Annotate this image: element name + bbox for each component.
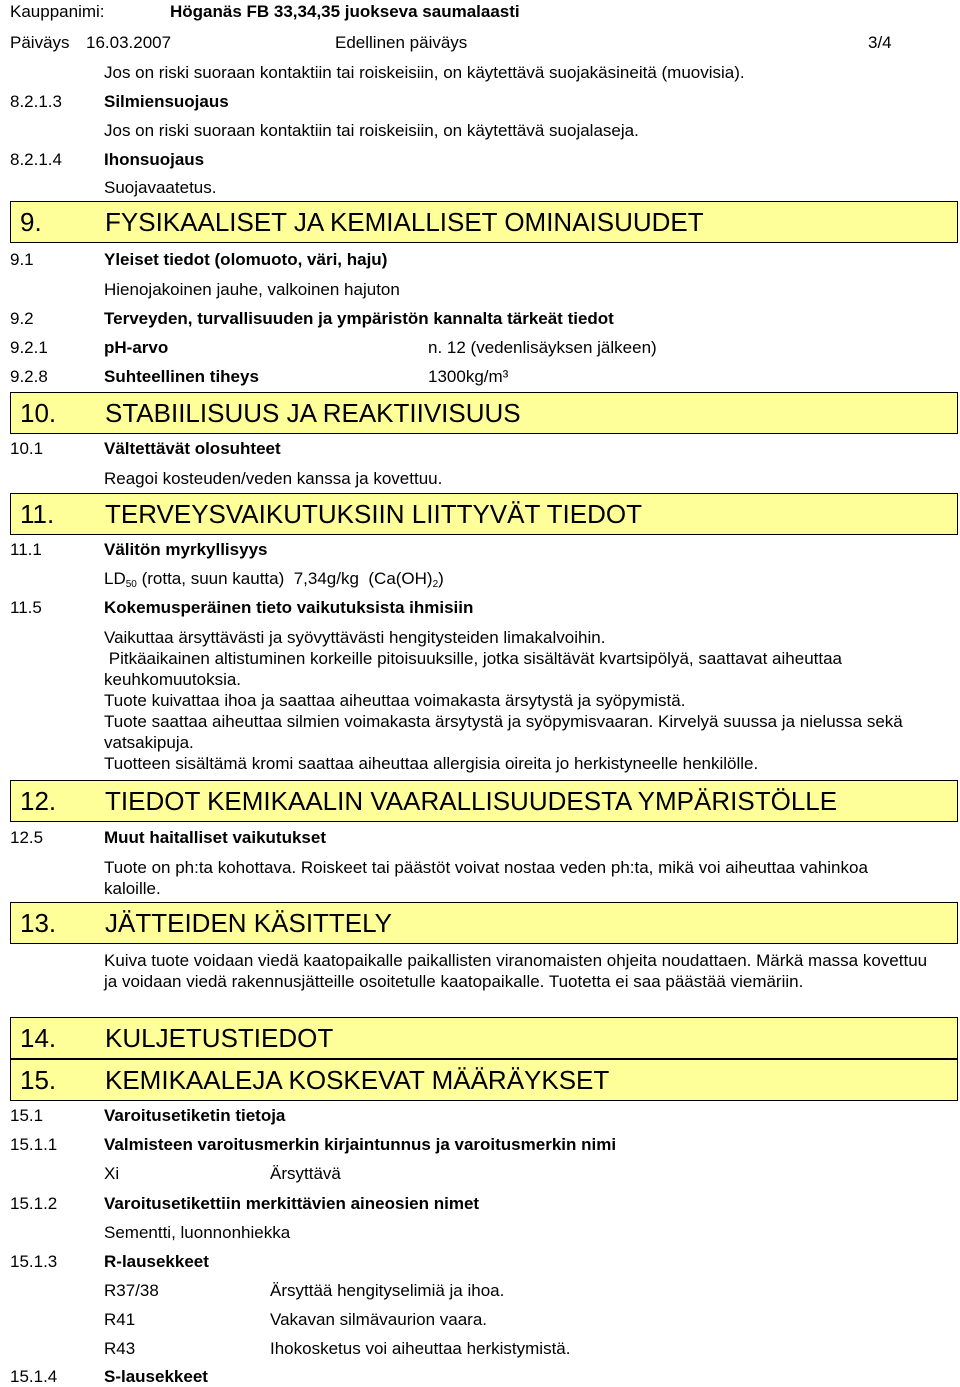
section-14-title: KULJETUSTIEDOT [105,1023,334,1053]
date-value: 16.03.2007 [86,33,172,52]
section-12-header [10,780,958,822]
r-phrase-code-2: R41 [104,1310,136,1329]
trade-name-label: Kauppanimi: [10,2,105,21]
ld-close: ) [438,569,444,588]
section-9-header [10,201,958,243]
section-14-number: 14. [20,1023,57,1053]
section-1514-title: S-lausekkeet [104,1367,208,1386]
section-8214-title: Ihonsuojaus [104,150,205,169]
section-111-title: Välitön myrkyllisyys [104,540,268,559]
gloves-text: Jos on riski suoraan kontaktiin tai roiskeisiin, on käytettävä suojakäsineitä (muovisia). [104,63,745,82]
section-125-paragraph: Tuote on ph:ta kohottava. Roiskeet tai päästöt voivat nostaa veden ph:ta, mikä voi aiheuttaa vahinkoa kaloille. [104,858,868,898]
section-8213-title: Silmiensuojaus [104,92,229,111]
section-15-header [10,1059,958,1101]
r-phrase-text-1: Ärsyttää hengityselimiä ja ihoa. [270,1281,505,1300]
section-13-number: 13. [20,908,57,938]
section-12-number: 12. [20,786,57,816]
section-13-paragraph: Kuiva tuote voidaan viedä kaatopaikalle paikallisten viranomaisten ohjeita noudattaen. Märkä massa kovettuu ja voidaan viedä rakennusjätteille osoitetulle kaatopaikalle. Tuotetta ei saa päästää viemäriin. [104,951,928,991]
section-91-number: 9.1 [10,250,34,269]
section-151-title: Varoitusetiketin tietoja [104,1106,286,1125]
section-15-title: KEMIKAALEJA KOSKEVAT MÄÄRÄYKSET [105,1065,610,1095]
section-115-paragraph-5: Tuotteen sisältämä kromi saattaa aiheuttaa allergisia oireita jo herkistyneelle henkilölle. [104,754,759,773]
section-101-number: 10.1 [10,439,44,458]
section-1512-text: Sementti, luonnonhiekka [104,1223,291,1242]
section-921-number: 9.2.1 [10,338,48,357]
section-1514-number: 15.1.4 [10,1367,58,1386]
section-11-number: 11. [20,499,55,529]
r-phrase-text-3: Ihokosketus voi aiheuttaa herkistymistä. [270,1339,571,1358]
section-14-header [10,1017,958,1059]
section-91-text: Hienojakoinen jauhe, valkoinen hajuton [104,280,400,299]
section-928-number: 9.2.8 [10,367,48,386]
section-11-title: TERVEYSVAIKUTUKSIIN LIITTYVÄT TIEDOT [105,499,642,529]
section-1511-title: Valmisteen varoitusmerkin kirjaintunnus ja varoitusmerkin nimi [104,1135,617,1154]
section-115-number: 11.5 [10,598,42,617]
section-8213-number: 8.2.1.3 [10,92,62,111]
hazard-symbol-name: Ärsyttävä [270,1164,341,1183]
section-115-paragraph-2: Pitkäaikainen altistuminen korkeille pitoisuuksille, jotka sisältävät kvartsipölyä, saattavat aiheuttaa keuhkomuutoksia. [104,649,847,689]
section-1513-number: 15.1.3 [10,1252,58,1271]
section-92-title: Terveyden, turvallisuuden ja ympäristön kannalta tärkeät tiedot [104,309,614,328]
section-91-title: Yleiset tiedot (olomuoto, väri, haju) [104,250,388,269]
section-1512-title: Varoitusetikettiin merkittävien aineosien nimet [104,1194,480,1213]
section-151-number: 15.1 [10,1106,44,1125]
r-phrase-text-2: Vakavan silmävaurion vaara. [270,1310,488,1329]
hazard-symbol-code: Xi [104,1164,120,1183]
section-111-number: 11.1 [10,540,42,559]
section-13-header [10,902,958,944]
section-13-text [104,950,944,992]
section-9-number: 9. [20,207,42,237]
section-8214-text: Suojavaatetus. [104,178,217,197]
section-8214-number: 8.2.1.4 [10,150,62,169]
ld50-line [104,569,444,589]
section-11-header [10,493,958,535]
section-92-number: 9.2 [10,309,34,328]
ld-label: LD [104,569,126,588]
trade-name: Höganäs FB 33,34,35 juokseva saumalaasti [170,2,520,21]
section-125-number: 12.5 [10,828,44,847]
section-921-title: pH-arvo [104,338,169,357]
section-115-text [104,627,944,774]
ph-value: n. 12 (vedenlisäyksen jälkeen) [428,338,657,357]
ld-details: (rotta, suun kautta) 7,34g/kg (Ca(OH) [136,569,433,588]
section-13-title: JÄTTEIDEN KÄSITTELY [105,908,393,938]
section-125-text [104,857,904,899]
section-101-title: Vältettävät olosuhteet [104,439,281,458]
r-phrase-code-1: R37/38 [104,1281,159,1300]
density-value: 1300kg/m³ [428,367,509,386]
section-10-header [10,392,958,434]
section-8213-text: Jos on riski suoraan kontaktiin tai roiskeisiin, on käytettävä suojalaseja. [104,121,639,140]
section-115-paragraph-1: Vaikuttaa ärsyttävästi ja syövyttävästi hengitysteiden limakalvoihin. [104,628,606,647]
section-12-title: TIEDOT KEMIKAALIN VAARALLISUUDESTA YMPÄRISTÖLLE [105,786,838,816]
section-125-title: Muut haitalliset vaikutukset [104,828,326,847]
caoh-subscript: 2 [432,579,439,590]
section-115-title: Kokemusperäinen tieto vaikutuksista ihmisiin [104,598,474,617]
section-928-title: Suhteellinen tiheys [104,367,259,386]
ld-subscript: 50 [125,579,137,590]
section-1513-title: R-lausekkeet [104,1252,209,1271]
section-9-title: FYSIKAALISET JA KEMIALLISET OMINAISUUDET [105,207,704,237]
section-10-number: 10. [20,398,57,428]
date-label: Päiväys [10,33,70,52]
section-15-number: 15. [20,1065,57,1095]
previous-date-label: Edellinen päiväys [335,33,468,52]
r-phrase-code-3: R43 [104,1339,136,1358]
section-1511-number: 15.1.1 [10,1135,58,1154]
section-1512-number: 15.1.2 [10,1194,58,1213]
section-101-text: Reagoi kosteuden/veden kanssa ja kovettuu. [104,469,443,488]
section-10-title: STABIILISUUS JA REAKTIIVISUUS [105,398,521,428]
section-115-paragraph-3: Tuote kuivattaa ihoa ja saattaa aiheuttaa voimakasta ärsytystä ja syöpymistä. [104,691,686,710]
section-115-paragraph-4: Tuote saattaa aiheuttaa silmien voimakasta ärsytystä ja syöpymisvaaran. Kirvelyä suussa ja nielussa sekä vatsakipuja. [104,712,903,752]
page-number: 3/4 [868,33,892,52]
